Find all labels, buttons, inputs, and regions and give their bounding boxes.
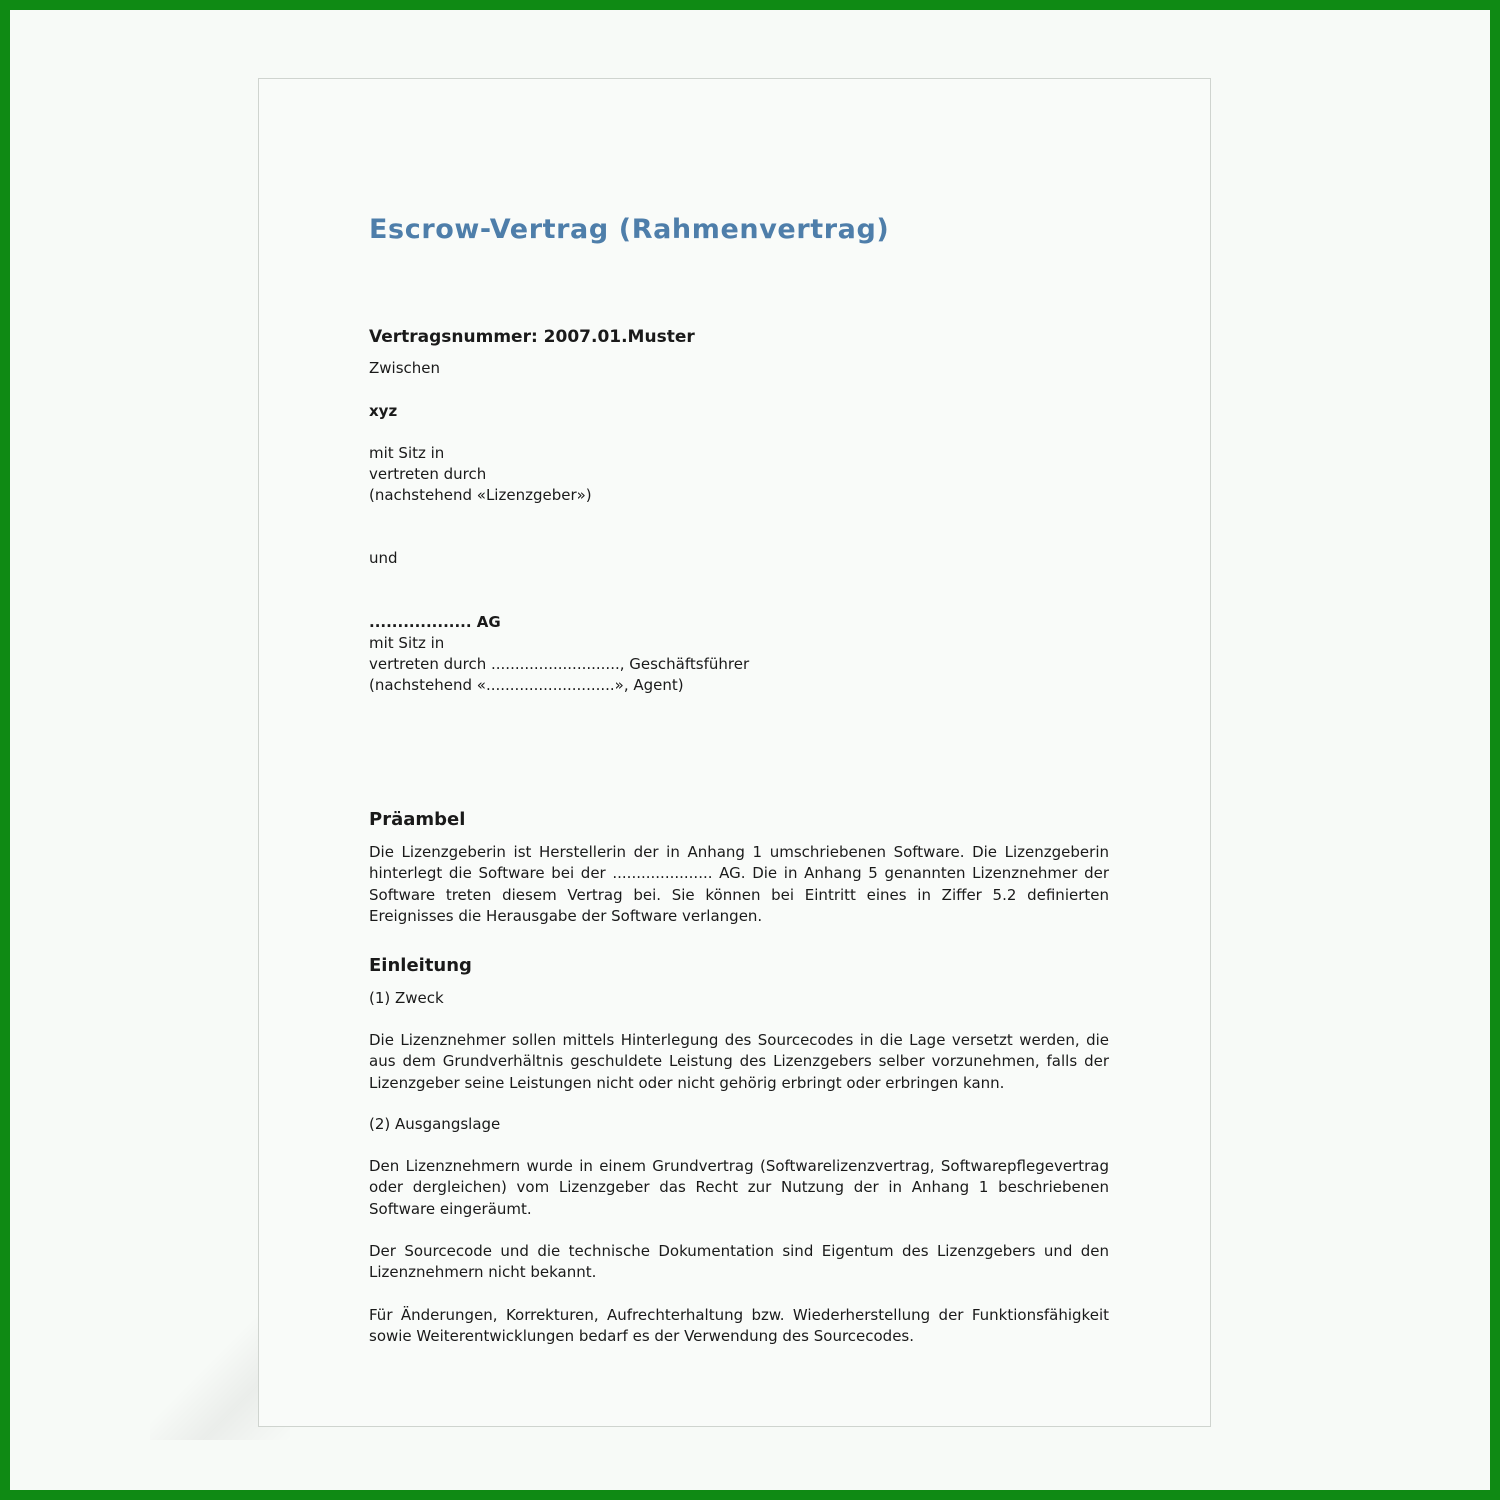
preamble-text: Die Lizenzgeberin ist Herstellerin der in Anhang 1 umschriebenen Software. Die Lizenzgeberin hinterlegt die Software bei der ..................... AG. Die in Anhang 5 genannten Lizenznehmer der Software treten diesem Vertrag bei. Sie können bei Eintritt eines in Ziffer 5.2 definierten Ereignisses die Herausgabe der Software verlangen. [369, 843, 1109, 925]
document-page [258, 78, 1211, 1427]
purpose-subheading: (1) Zweck [369, 989, 444, 1007]
party2-seat: mit Sitz in [369, 634, 445, 652]
preamble-heading: Präambel [369, 809, 466, 830]
document-title: Escrow-Vertrag (Rahmenvertrag) [369, 214, 890, 245]
party2-name: .................. AG [369, 613, 501, 631]
party1-seat: mit Sitz in [369, 444, 445, 462]
introduction-heading: Einleitung [369, 955, 472, 976]
background-paragraph-1: Den Lizenznehmern wurde in einem Grundvertrag (Softwarelizenzvertrag, Softwarepflegevertrag oder dergleichen) vom Lizenzgeber das Recht zur Nutzung der in Anhang 1 beschriebenen Software eingeräumt. [369, 1157, 1109, 1218]
contract-number: Vertragsnummer: 2007.01.Muster [369, 327, 695, 347]
background-paragraph-3: Für Änderungen, Korrekturen, Aufrechterhaltung bzw. Wiederherstellung der Funktionsfähigkeit sowie Weiterentwicklungen bedarf es der Verwendung des Sourcecodes. [369, 1306, 1109, 1346]
and-label: und [369, 549, 398, 567]
purpose-paragraph: Die Lizenznehmer sollen mittels Hinterlegung des Sourcecodes in die Lage versetzt werden, die aus dem Grundverhältnis geschuldete Leistung des Lizenzgebers selber vorzunehmen, falls der Lizenzgeber seine Leistungen nicht oder nicht gehörig erbringt oder erbringen kann. [369, 1031, 1109, 1092]
background-paragraph-2: Der Sourcecode und die technische Dokumentation sind Eigentum des Lizenzgebers und den Lizenznehmern nicht bekannt. [369, 1242, 1109, 1282]
party1-designation: (nachstehend «Lizenzgeber») [369, 486, 592, 504]
party2-designation: (nachstehend «...........................», Agent) [369, 676, 684, 694]
background-subheading: (2) Ausgangslage [369, 1115, 501, 1133]
party2-represented: vertreten durch ..........................., Geschäftsführer [369, 655, 750, 673]
party1-represented: vertreten durch [369, 465, 487, 483]
party1-name: xyz [369, 402, 398, 420]
between-label: Zwischen [369, 359, 441, 377]
